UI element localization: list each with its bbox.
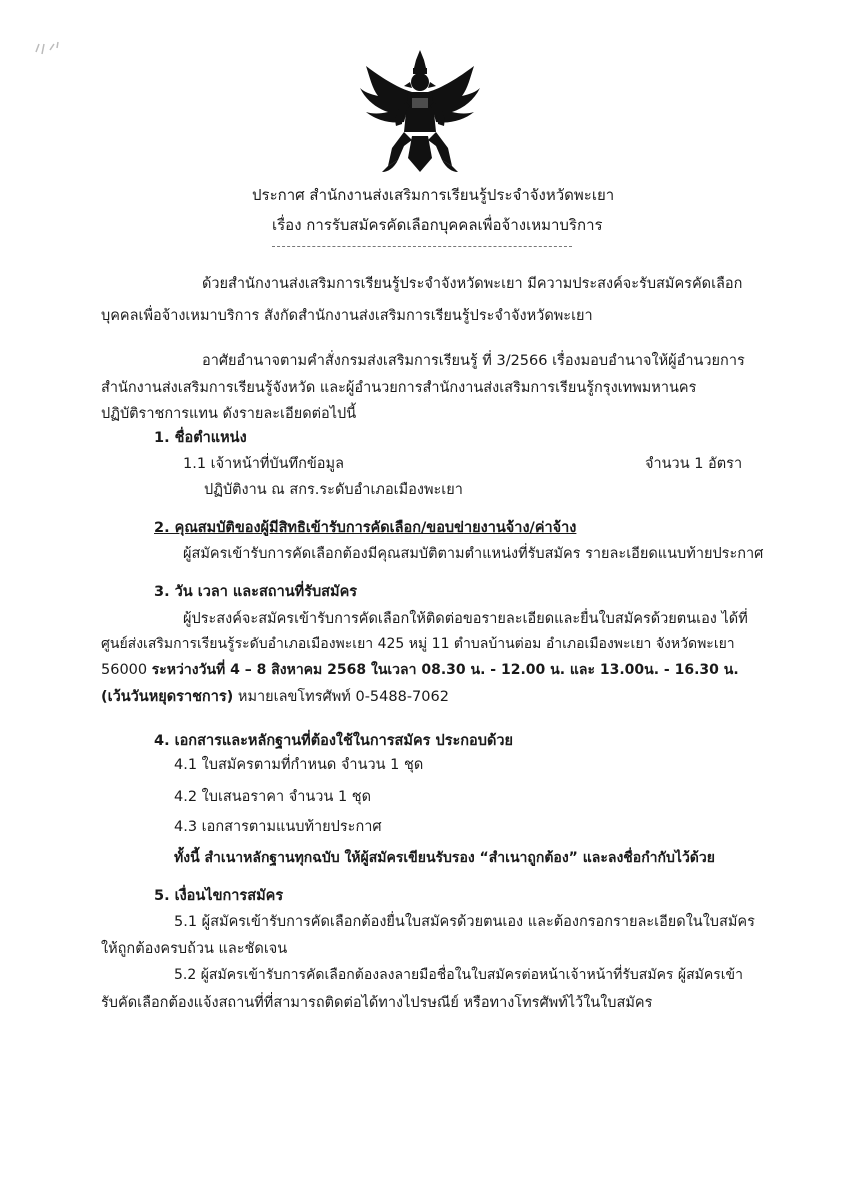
scan-marks bbox=[30, 30, 90, 70]
condition-item-line: 5.2 ผู้สมัครเข้ารับการคัดเลือกต้องลงลายมือชื่อในใบสมัครต่อหน้าเจ้าหน้าที่รับสมัคร ผู้สมัครเข้า bbox=[174, 967, 743, 983]
phone-number: หมายเลขโทรศัพท์ 0-5488-7062 bbox=[233, 689, 449, 705]
garuda-emblem-icon bbox=[358, 48, 482, 176]
certification-note: ทั้งนี้ สำเนาหลักฐานทุกฉบับ ให้ผู้สมัครเขียนรับรอง “สำเนาถูกต้อง” และลงชื่อกำกับไว้ด้วย bbox=[174, 850, 715, 866]
authority-paragraph-line: สำนักงานส่งเสริมการเรียนรู้จังหวัด และผู้อำนวยการสำนักงานส่งเสริมการเรียนรู้กรุงเทพมหานคร bbox=[101, 380, 697, 396]
application-address-line: ศูนย์ส่งเสริมการเรียนรู้ระดับอำเภอเมืองพะเยา 425 หมู่ 11 ตำบลบ้านต่อม อำเภอเมืองพะเยา จังหวัดพะเยา bbox=[101, 636, 735, 652]
section-1-heading: 1. ชื่อตำแหน่ง bbox=[154, 430, 247, 446]
application-text-line: ผู้ประสงค์จะสมัครเข้ารับการคัดเลือกให้ติดต่อขอรายละเอียดและยื่นใบสมัครด้วยตนเอง ได้ที่ bbox=[183, 611, 748, 627]
document-item: 4.2 ใบเสนอราคา จำนวน 1 ชุด bbox=[174, 789, 372, 805]
authority-paragraph-line: ปฏิบัติราชการแทน ดังรายละเอียดต่อไปนี้ bbox=[101, 406, 357, 422]
condition-item-line: รับคัดเลือกต้องแจ้งสถานที่ที่สามารถติดต่อได้ทางไปรษณีย์ หรือทางโทรศัพท์ไว้ในใบสมัคร bbox=[101, 995, 653, 1011]
title-divider bbox=[272, 246, 572, 247]
application-dates-line bbox=[101, 659, 739, 681]
application-contact-line bbox=[101, 685, 449, 708]
condition-item-line: 5.1 ผู้สมัครเข้ารับการคัดเลือกต้องยื่นใบสมัครด้วยตนเอง และต้องกรอกรายละเอียดในใบสมัคร bbox=[174, 914, 755, 930]
section-4-heading: 4. เอกสารและหลักฐานที่ต้องใช้ในการสมัคร ประกอบด้วย bbox=[154, 733, 514, 749]
intro-paragraph-line: ด้วยสำนักงานส่งเสริมการเรียนรู้ประจำจังหวัดพะเยา มีความประสงค์จะรับสมัครคัดเลือก bbox=[202, 276, 743, 292]
work-location: ปฏิบัติงาน ณ สกร.ระดับอำเภอเมืองพะเยา bbox=[204, 482, 463, 498]
postal-code: 56000 bbox=[101, 662, 152, 678]
section-5-heading: 5. เงื่อนไขการสมัคร bbox=[154, 888, 284, 904]
authority-paragraph-line: อาศัยอำนาจตามคำสั่งกรมส่งเสริมการเรียนรู้ ที่ 3/2566 เรื่องมอบอำนาจให้ผู้อำนวยการ bbox=[202, 353, 745, 369]
position-count: จำนวน 1 อัตรา bbox=[645, 456, 743, 472]
qualification-text: ผู้สมัครเข้ารับการคัดเลือกต้องมีคุณสมบัติตามตำแหน่งที่รับสมัคร รายละเอียดแนบท้ายประกาศ bbox=[183, 546, 764, 562]
holiday-note: (เว้นวันหยุดราชการ) bbox=[101, 689, 234, 705]
section-2-heading: 2. คุณสมบัติของผู้มีสิทธิเข้ารับการคัดเลือก/ขอบข่ายงานจ้าง/ค่าจ้าง bbox=[154, 520, 577, 536]
document-item: 4.3 เอกสารตามแนบท้ายประกาศ bbox=[174, 819, 382, 835]
condition-item-line: ให้ถูกต้องครบถ้วน และชัดเจน bbox=[101, 941, 288, 957]
announcement-subject: เรื่อง การรับสมัครคัดเลือกบุคคลเพื่อจ้างเหมาบริการ bbox=[272, 216, 603, 234]
announcement-title: ประกาศ สำนักงานส่งเสริมการเรียนรู้ประจำจังหวัดพะเยา bbox=[252, 186, 615, 204]
document-item: 4.1 ใบสมัครตามที่กำหนด จำนวน 1 ชุด bbox=[174, 757, 424, 773]
intro-paragraph-line: บุคคลเพื่อจ้างเหมาบริการ สังกัดสำนักงานส่งเสริมการเรียนรู้ประจำจังหวัดพะเยา bbox=[101, 308, 593, 324]
section-3-heading: 3. วัน เวลา และสถานที่รับสมัคร bbox=[154, 584, 358, 600]
position-item: 1.1 เจ้าหน้าที่บันทึกข้อมูล bbox=[183, 456, 344, 472]
application-period: ระหว่างวันที่ 4 – 8 สิงหาคม 2568 ในเวลา 08.30 น. - 12.00 น. และ 13.00น. - 16.30 น. bbox=[151, 662, 739, 678]
